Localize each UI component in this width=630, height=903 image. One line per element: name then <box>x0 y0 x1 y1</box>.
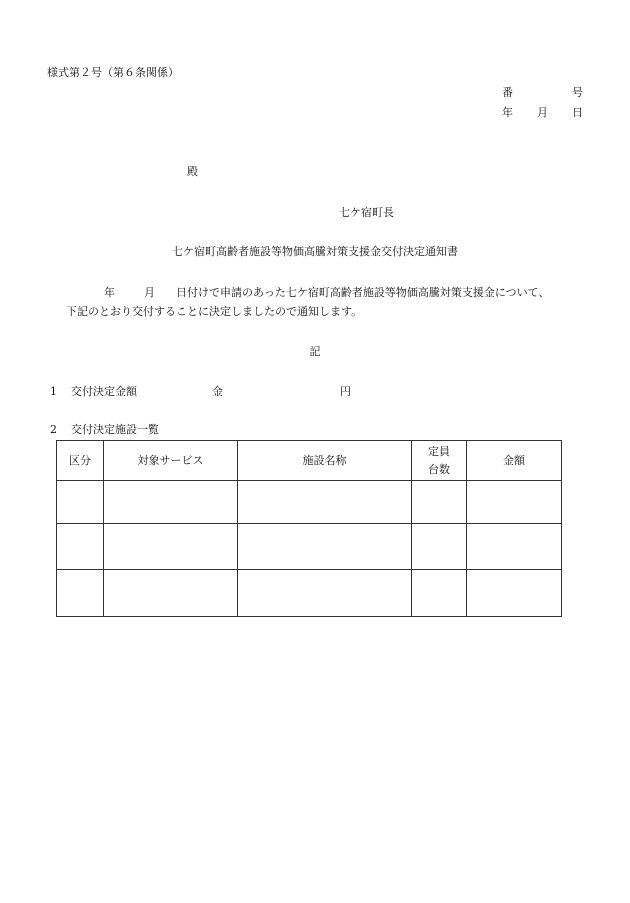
body-line-1 <box>104 286 574 300</box>
item-2-number: 2 <box>50 423 57 436</box>
facility-table <box>56 440 562 617</box>
header-capacity-line-2: 台数 <box>428 462 450 476</box>
item-2-facility-list-heading <box>50 423 250 437</box>
table-row <box>57 524 562 570</box>
item-1-grant-amount <box>50 385 370 399</box>
header-service: 対象サービス <box>104 441 238 481</box>
header-facility-name: 施設名称 <box>238 441 412 481</box>
number-suffix: 号 <box>572 86 583 99</box>
table-row <box>57 481 562 524</box>
cell-service <box>104 481 238 524</box>
ki-marker: 記 <box>309 345 321 358</box>
cell-kubun <box>57 481 104 524</box>
cell-kubun <box>57 570 104 617</box>
body-line-2: 下記のとおり交付することに決定しましたので通知します。 <box>66 305 363 318</box>
date-month-label: 月 <box>537 106 548 119</box>
header-amount: 金額 <box>467 441 562 481</box>
document-title: 七ケ宿町高齢者施設等物価高騰対策支援金交付決定通知書 <box>172 245 458 258</box>
item-1-number: 1 <box>50 385 57 398</box>
table-header-row <box>57 441 562 481</box>
table-row <box>57 570 562 617</box>
header-capacity <box>412 441 467 481</box>
issuer-name: 七ケ宿町長 <box>339 206 394 219</box>
header-kubun: 区分 <box>57 441 104 481</box>
cell-facility-name <box>238 481 412 524</box>
cell-capacity <box>412 570 467 617</box>
body-line-1-text: 日付けで申請のあった七ケ宿町高齢者施設等物価高騰対策支援金について、 <box>176 286 550 299</box>
cell-service <box>104 570 238 617</box>
item-1-unit: 円 <box>340 385 351 398</box>
body-year-label: 年 <box>104 286 115 299</box>
form-identifier: 様式第２号（第６条関係） <box>47 66 179 79</box>
cell-service <box>104 524 238 570</box>
header-capacity-line-1: 定員 <box>428 444 450 458</box>
cell-capacity <box>412 524 467 570</box>
item-2-label: 交付決定施設一覧 <box>71 423 159 436</box>
addressee-suffix: 殿 <box>187 165 198 178</box>
cell-amount <box>467 481 562 524</box>
cell-facility-name <box>238 524 412 570</box>
cell-kubun <box>57 524 104 570</box>
number-label: 番 <box>502 86 513 99</box>
cell-capacity <box>412 481 467 524</box>
body-month-label: 月 <box>144 286 155 299</box>
cell-amount <box>467 524 562 570</box>
cell-facility-name <box>238 570 412 617</box>
date-day-label: 日 <box>572 106 583 119</box>
item-1-prefix: 金 <box>212 385 223 398</box>
date-year-label: 年 <box>502 106 513 119</box>
item-1-label: 交付決定金額 <box>71 385 137 398</box>
cell-amount <box>467 570 562 617</box>
